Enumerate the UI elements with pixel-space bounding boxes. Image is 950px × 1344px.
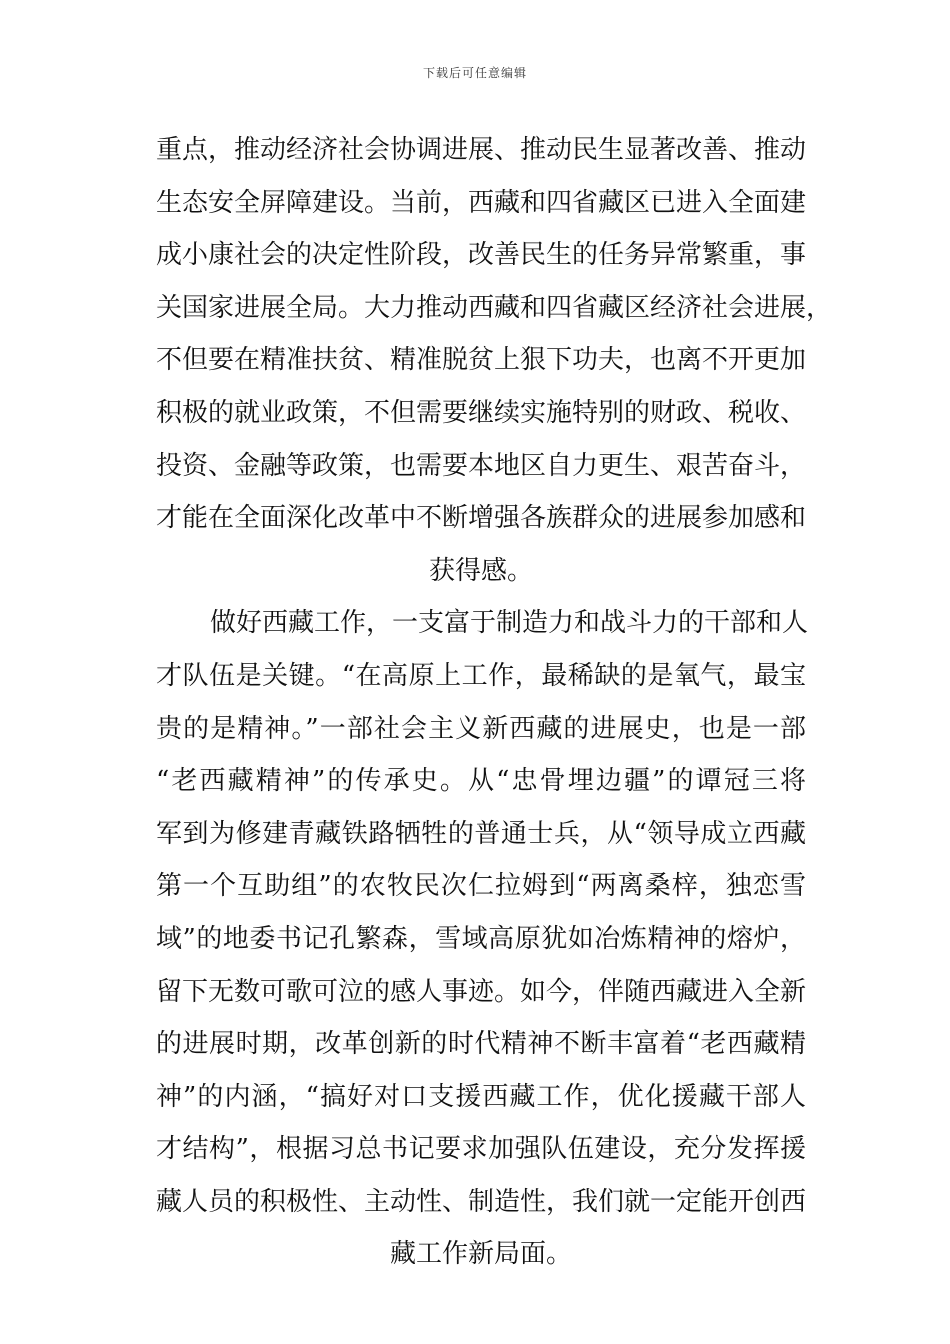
- paragraph-2: [156, 597, 809, 1281]
- text-line: 军到为修建青藏铁路牺牲的普通士兵，从“领导成立西藏: [156, 818, 806, 849]
- text-line: 关国家进展全局。大力推动西藏和四省藏区经济社会进展，: [156, 292, 833, 323]
- text-line: 藏人员的积极性、主动性、制造性，我们就一定能开创西: [156, 1186, 807, 1217]
- text-line: 生态安全屏障建设。当前，西藏和四省藏区已进入全面建: [156, 187, 807, 218]
- text-line-first: 做好西藏工作，一支富于制造力和战斗力的干部和人: [210, 608, 809, 639]
- document-body: [156, 124, 833, 1281]
- page-header: 下载后可任意编辑: [422, 66, 527, 80]
- text-line: 域”的地委书记孔繁森，雪域高原犹如冶炼精神的熔炉，: [156, 923, 806, 954]
- text-line: 神”的内涵，“搞好对口支援西藏工作，优化援藏干部人: [156, 1081, 806, 1112]
- text-line: 才队伍是关键。“在高原上工作，最稀缺的是氧气，最宝: [156, 660, 806, 691]
- text-line: 重点，推动经济社会协调进展、推动民生显著改善、推动: [156, 135, 807, 165]
- text-line: 的进展时期，改革创新的时代精神不断丰富着“老西藏精: [156, 1029, 806, 1060]
- text-line-last: 获得感。: [428, 555, 533, 586]
- text-line: 才能在全面深化改革中不断增强各族群众的进展参加感和: [156, 503, 807, 534]
- text-line: 积极的就业政策，不但需要继续实施特别的财政、税收、: [156, 397, 807, 428]
- text-line: 才结构”，根据习总书记要求加强队伍建设，充分发挥援: [156, 1134, 806, 1165]
- text-line-last: 藏工作新局面。: [389, 1239, 572, 1270]
- text-line: 第一个互助组”的农牧民次仁拉姆到“两离桑梓，独恋雪: [156, 871, 806, 902]
- paragraph-1: [156, 124, 833, 597]
- text-line: 成小康社会的决定性阶段，改善民生的任务异常繁重，事: [156, 240, 807, 271]
- text-line: 不但要在精准扶贫、精准脱贫上狠下功夫，也离不开更加: [156, 345, 807, 376]
- text-line: “老西藏精神”的传承史。从“忠骨埋边疆”的谭冠三将: [156, 766, 806, 797]
- text-line: 投资、金融等政策，也需要本地区自力更生、艰苦奋斗，: [156, 450, 807, 481]
- text-line: 留下无数可歌可泣的感人事迹。如今，伴随西藏进入全新: [156, 976, 807, 1007]
- text-line: 贵的是精神。”一部社会主义新西藏的进展史，也是一部: [156, 713, 806, 744]
